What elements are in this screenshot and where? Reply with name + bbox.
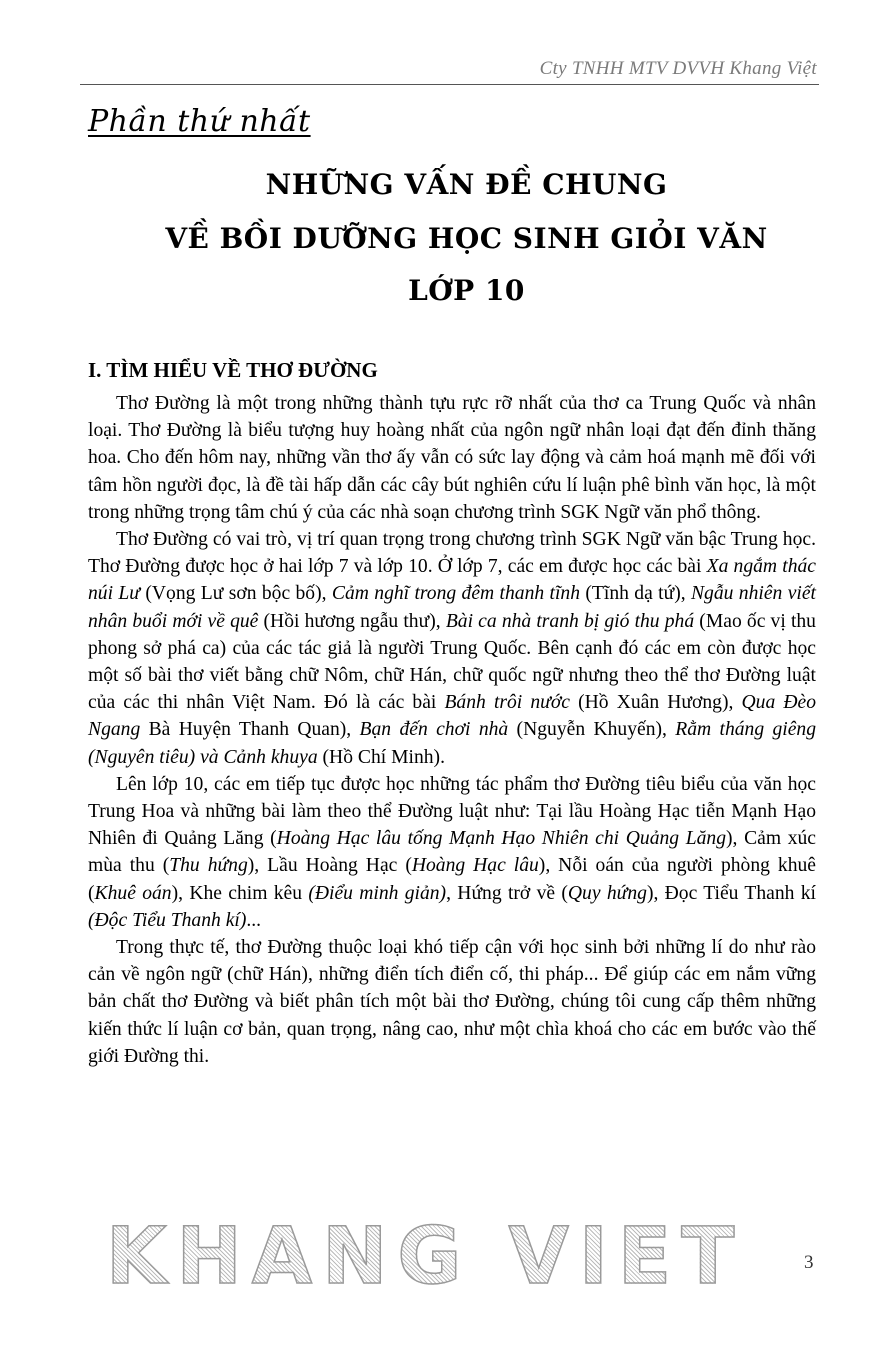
- text-run: ), Đọc Tiểu Thanh kí: [646, 882, 817, 904]
- italic-title-text: Thu hứng: [169, 855, 248, 877]
- title-line-2: VỀ BỒI DƯỠNG HỌC SINH GIỎI VĂN: [165, 222, 768, 255]
- text-run: ), Lầu Hoàng Hạc (: [247, 855, 412, 877]
- italic-title-text: Khuê oán: [94, 882, 172, 904]
- text-run: ), Nỗi oán của người phòng khuê (: [88, 855, 816, 904]
- text-run: (Tĩnh dạ tứ),: [580, 583, 691, 605]
- italic-title-text: Ngẫu nhiên viết nhân buổi mới về quê: [88, 583, 816, 632]
- watermark-logo: KHANG VIET: [106, 1212, 745, 1302]
- text-run: (Hồi hương ngẫu thư),: [258, 610, 446, 632]
- text-run: ), Cảm xúc mùa thu (: [88, 828, 816, 877]
- text-run: (Vọng Lư sơn bộc bố),: [139, 583, 332, 605]
- running-header: Cty TNHH MTV DVVH Khang Việt: [539, 58, 817, 79]
- text-run: (Hồ Xuân Hương),: [570, 692, 742, 714]
- text-run: Thơ Đường là một trong những thành tựu rực rỡ nhất của thơ ca Trung Quốc và nhân loại. Thơ Đường là biểu tượng huy hoàng nhất của ngôn ngữ nhân loại đạt đến đỉnh thăng hoa. Cho đến hôm nay, những vần thơ ấy vẫn có sức lay động và cảm hoá mạnh mẽ đối với tâm hồn người đọc, là đề tài hấp dẫn các cây bút nghiên cứu lí luận phê bình văn học, là một trong những trọng tâm chú ý của các nhà soạn chương trình SGK Ngữ văn phổ thông.: [88, 393, 816, 523]
- text-run: (Nguyễn Khuyến),: [508, 719, 676, 741]
- italic-title-text: Cảm nghĩ trong đêm thanh tĩnh: [331, 583, 581, 605]
- text-run: Bà Huyện Thanh Quan),: [140, 719, 360, 741]
- text-run: (Hồ Chí Minh).: [317, 746, 445, 768]
- page-number: 3: [804, 1252, 814, 1273]
- part-label: Phần thứ nhất: [88, 104, 311, 139]
- italic-title-text: Qua Đèo Ngang: [88, 692, 816, 741]
- italic-title-text: (Độc Tiểu Thanh kí): [88, 909, 247, 931]
- section-heading: I. TÌM HIỂU VỀ THƠ ĐƯỜNG: [88, 358, 378, 382]
- body-text: [88, 390, 816, 1070]
- italic-title-text: Hoàng Hạc lâu: [411, 855, 539, 877]
- title-line-3: LỚP 10: [408, 274, 525, 307]
- italic-title-text: Bạn đến chơi nhà: [359, 719, 509, 741]
- text-run: , Hứng trở về (: [446, 882, 568, 904]
- italic-title-text: Bánh trôi nước: [444, 692, 570, 714]
- italic-title-text: (Điểu minh giản): [308, 882, 447, 904]
- text-run: Thơ Đường có vai trò, vị trí quan trọng trong chương trình SGK Ngữ văn bậc Trung học. Thơ Đường được học ở hai lớp 7 và lớp 10. Ở lớp 7, các em được học các bài: [88, 529, 816, 578]
- text-run: ...: [246, 909, 262, 931]
- italic-title-text: Rằm tháng giêng (Nguyên tiêu) và Cảnh khuya: [88, 719, 817, 768]
- paragraph: [88, 771, 816, 934]
- header-divider: [80, 84, 819, 85]
- italic-title-text: Bài ca nhà tranh bị gió thu phá: [445, 610, 695, 632]
- paragraph: [88, 526, 816, 771]
- paragraph: [88, 934, 816, 1070]
- italic-title-text: Hoàng Hạc lâu tống Mạnh Hạo Nhiên chi Quảng Lăng: [276, 828, 727, 850]
- text-run: Trong thực tế, thơ Đường thuộc loại khó tiếp cận với học sinh bởi những lí do như rào cản về ngôn ngữ (chữ Hán), những điển tích điển cố, thi pháp... Để giúp các em nắm vững bản chất thơ Đường và biết phân tích một bài thơ Đường, chúng tôi cung cấp thêm những kiến thức lí luận cơ bản, quan trọng, nâng cao, như một chìa khoá cho các em bước vào thế giới Đường thi.: [88, 937, 816, 1067]
- italic-title-text: Quy hứng: [567, 882, 647, 904]
- text-run: ), Khe chim kêu: [171, 882, 309, 904]
- italic-title-text: Xa ngắm thác núi Lư: [88, 556, 816, 605]
- text-run: Lên lớp 10, các em tiếp tục được học những tác phẩm thơ Đường tiêu biểu của văn học Trung Hoa và những bài làm theo thể Đường luật như: Tại lầu Hoàng Hạc tiễn Mạnh Hạo Nhiên đi Quảng Lăng (: [88, 773, 816, 850]
- paragraph: [88, 390, 816, 526]
- text-run: (Mao ốc vị thu phong sở phá ca) của các tác giả là người Trung Quốc. Bên cạnh đó các em còn được học một số bài thơ viết bằng chữ Nôm, chữ Hán, chữ quốc ngữ nhưng theo thể thơ Đường luật của các thi nhân Việt Nam. Đó là các bài: [88, 610, 816, 714]
- title-line-1: NHỮNG VẤN ĐỀ CHUNG: [265, 168, 668, 201]
